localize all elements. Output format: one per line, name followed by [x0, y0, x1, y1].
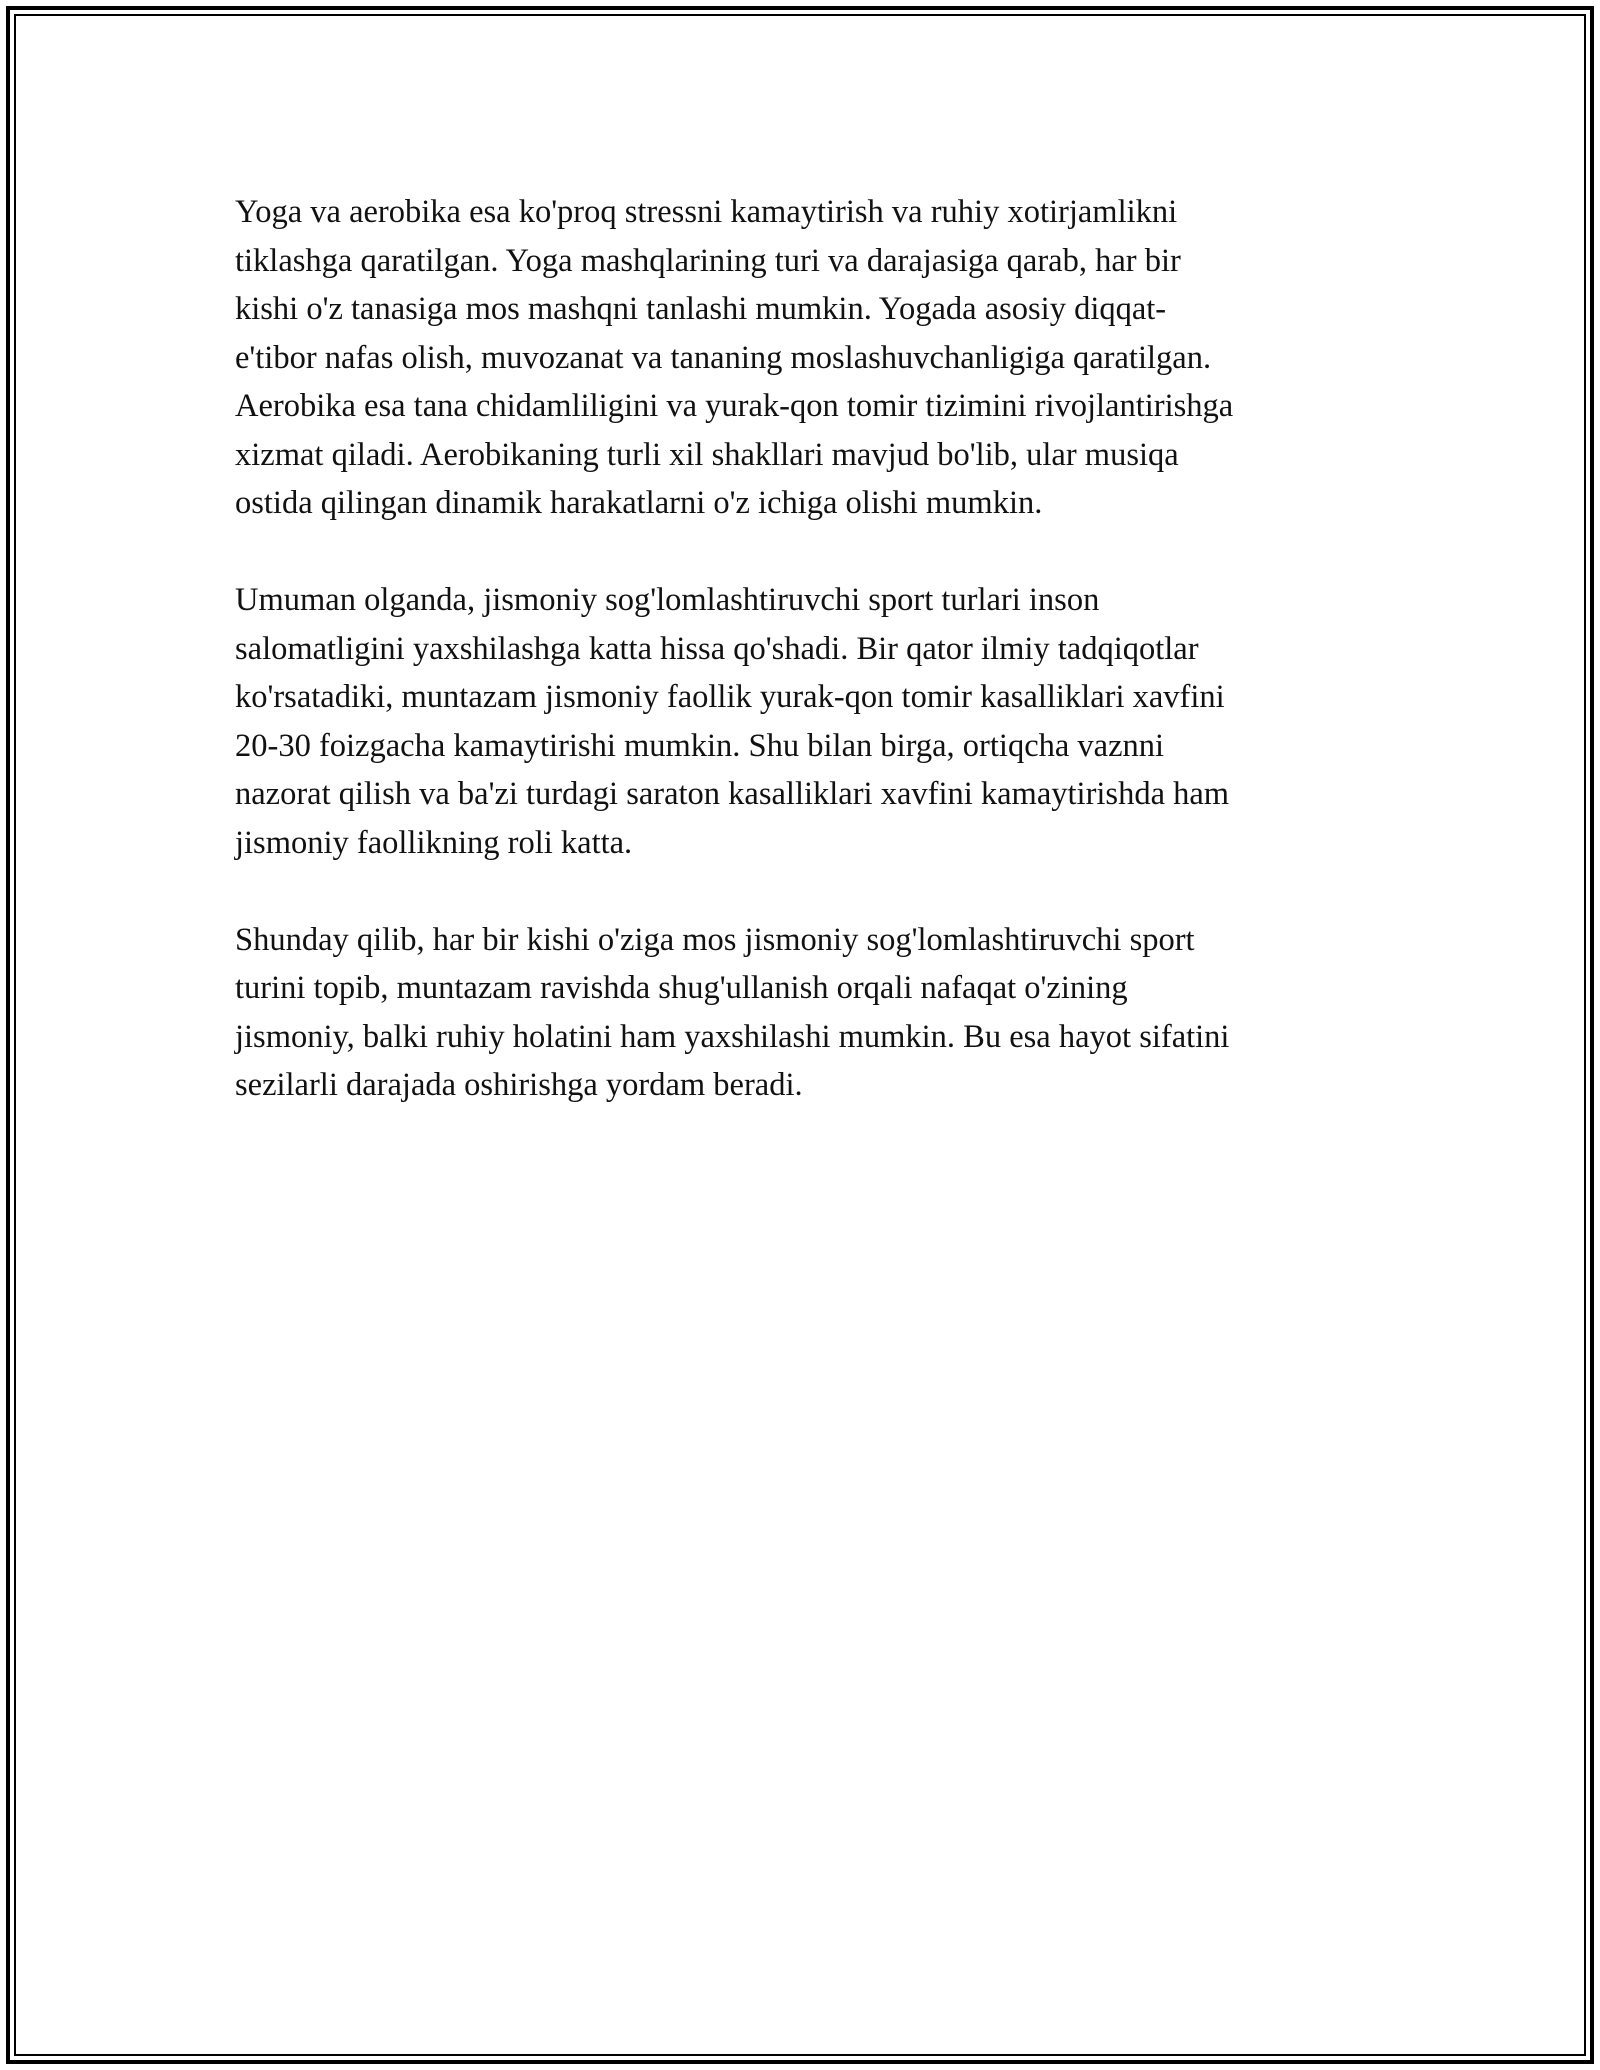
text-line: salomatligini yaxshilashga katta hissa qo'shadi. Bir qator ilmiy tadqiqotlar — [235, 630, 1199, 667]
text-line: Aerobika esa tana chidamliligini va yurak-qon tomir tizimini rivojlantirishga — [235, 388, 1234, 424]
paragraph-2 — [235, 576, 1365, 867]
text-line: sezilarli darajada oshirishga yordam beradi. — [235, 1067, 803, 1103]
paragraph-1 — [235, 188, 1365, 528]
text-line: jismoniy faollikning roli katta. — [235, 824, 633, 861]
text-line: Shunday qilib, har bir kishi o'ziga mos jismoniy sog'lomlashtiruvchi sport — [235, 921, 1195, 958]
text-line: Yoga va aerobika esa ko'proq stressni kamaytirish va ruhiy xotirjamlikni — [235, 194, 1178, 230]
text-line: turini topib, muntazam ravishda shug'ullanish orqali nafaqat o'zining — [235, 970, 1128, 1006]
text-line: tiklashga qaratilgan. Yoga mashqlarining turi va darajasiga qarab, har bir — [235, 242, 1181, 279]
text-line: kishi o'z tanasiga mos mashqni tanlashi mumkin. Yogada asosiy diqqat- — [235, 291, 1167, 327]
text-line: xizmat qiladi. Aerobikaning turli xil shakllari mavjud bo'lib, ular musiqa — [235, 436, 1179, 473]
text-line: ko'rsatadiki, muntazam jismoniy faollik yurak-qon tomir kasalliklari xavfini — [235, 679, 1225, 715]
text-line: nazorat qilish va ba'zi turdagi saraton kasalliklari xavfini kamaytirishda ham — [235, 776, 1230, 812]
text-line: ostida qilingan dinamik harakatlarni o'z ichiga olishi mumkin. — [235, 485, 1043, 521]
paragraph-3 — [235, 916, 1365, 1110]
text-line: jismoniy, balki ruhiy holatini ham yaxshilashi mumkin. Bu esa hayot sifatini — [235, 1018, 1230, 1055]
document-body — [235, 188, 1365, 1158]
text-line: Umuman olganda, jismoniy sog'lomlashtiruvchi sport turlari inson — [235, 582, 1100, 618]
text-line: e'tibor nafas olish, muvozanat va tananing moslashuvchanligiga qaratilgan. — [235, 339, 1212, 376]
text-line: 20-30 foizgacha kamaytirishi mumkin. Shu bilan birga, ortiqcha vaznni — [235, 727, 1165, 764]
